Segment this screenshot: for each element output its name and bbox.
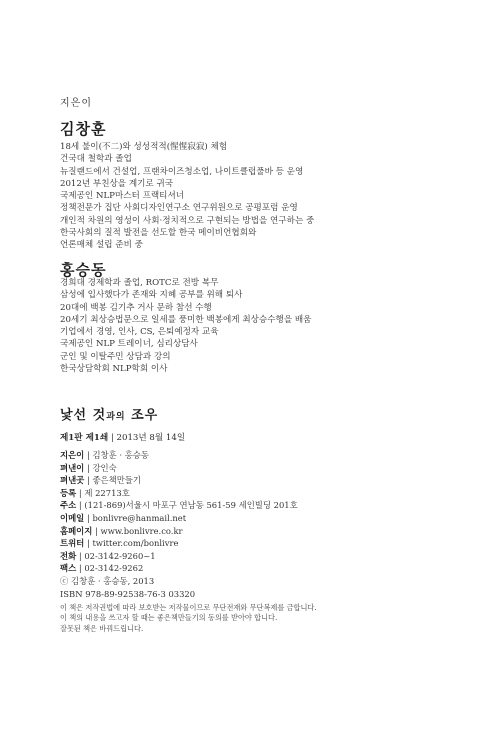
bio-line: 언론매체 설립 준비 중 <box>60 240 143 251</box>
credit-key: 팩스 <box>60 563 77 574</box>
credit-key: 홈페이지 <box>60 525 93 536</box>
book-title <box>60 404 158 423</box>
edition-label: 제1판 제1쇄 <box>60 433 109 443</box>
bio-line: 정책전문가 집단 사회디자인연구소 연구위원으로 공평포럼 운영 <box>60 203 298 214</box>
credit-value: 좋은책만들기 <box>92 475 141 486</box>
credit-row: 지은이 | 김창훈 · 홍승동 <box>60 450 149 460</box>
book-title-end: 조우 <box>125 408 159 423</box>
credit-row: 펴낸곳 | 좋은책만들기 <box>60 475 141 486</box>
credit-key: 지은이 <box>60 450 85 460</box>
author-name-1: 김창훈 <box>60 120 107 138</box>
credit-value: 02-3142-9262 <box>84 563 144 574</box>
credit-row: 등록 | 제 22713호 <box>60 487 130 498</box>
bio-line: 20대에 백봉 김기추 거사 문하 참선 수행 <box>60 302 212 313</box>
isbn: ISBN 978-89-92538-76-3 03320 <box>60 589 196 599</box>
credit-value: 제 22713호 <box>84 487 130 498</box>
publication-credits <box>60 449 298 588</box>
bio-line: 국제공인 NLP 트레이너, 심리상담사 <box>60 339 198 350</box>
edition-separator: | <box>108 433 117 443</box>
credit-value: 김창훈 · 홍승동 <box>92 450 149 460</box>
credit-row: 홈페이지 | www.bonlivre.co.kr <box>60 525 183 536</box>
credit-row: 주소 | (121-869)서울시 마포구 연남동 561-59 세인빌딩 201호 <box>60 500 298 511</box>
edition-line <box>60 431 185 443</box>
bio-line: 뉴질랜드에서 건설업, 프랜차이즈청소업, 나이트클럽풀바 등 운영 <box>60 166 304 177</box>
credit-row: 트위터 | twitter.com/bonlivre <box>60 538 179 549</box>
credit-key: 트위터 <box>60 538 85 549</box>
credit-value: www.bonlivre.co.kr <box>100 525 183 536</box>
edition-date: 2013년 8월 14일 <box>116 433 186 443</box>
author-name-2: 홍승동 <box>60 261 107 279</box>
bio-line: 2012년 부친상을 계기로 귀국 <box>60 178 174 189</box>
bio-line: 건국대 철학과 졸업 <box>60 154 132 165</box>
bio-line: 군인 및 이탈주민 상담과 강의 <box>60 351 171 362</box>
bio-line: 국제공인 NLP마스터 프랙티셔너 <box>60 191 185 202</box>
author-bio-2 <box>60 277 311 375</box>
notice-line: 이 책은 저작권법에 따라 보호받는 저작물이므로 무단전재와 무단복제를 금합니다. <box>60 603 317 612</box>
credit-row: 전화 | 02-3142-9260~1 <box>60 550 156 561</box>
bio-line: 개인적 차원의 영성이 사회·정치적으로 구현되는 방법을 연구하는 중 <box>60 215 315 226</box>
bio-line: 18세 불이(不二)와 성성적적(惺惺寂寂) 체험 <box>60 142 228 152</box>
credit-value: bonlivre@hanmail.net <box>92 512 187 523</box>
bio-line: 기업에서 경영, 인사, CS, 은퇴예정자 교육 <box>60 327 219 338</box>
copyright-line: ⓒ 김창훈 · 홍승동, 2013 <box>60 575 155 586</box>
credit-key: 등록 <box>60 487 77 498</box>
book-title-main: 낯선 것 <box>60 408 107 423</box>
credit-row: 팩스 | 02-3142-9262 <box>60 563 144 574</box>
credit-value: (121-869)서울시 마포구 연남동 561-59 세인빌딩 201호 <box>84 500 298 511</box>
bio-line: 경희대 경제학과 졸업, ROTC로 전방 복무 <box>60 278 219 288</box>
copyright-notice <box>60 603 317 634</box>
credit-key: 주소 <box>60 500 77 511</box>
credit-key: 펴낸이 <box>60 462 85 473</box>
bio-line: 한국사회의 질적 발전을 선도할 한국 메이비언협회와 <box>60 228 257 239</box>
credit-key: 전화 <box>60 550 77 561</box>
bio-line: 20세기 최상승법문으로 일세를 풍미한 백봉에게 최상승수행을 배움 <box>60 314 312 325</box>
credit-value: 강인숙 <box>92 462 117 473</box>
author-section-label: 지은이 <box>60 98 92 109</box>
book-title-particle: 과의 <box>106 412 126 422</box>
credit-value: twitter.com/bonlivre <box>92 538 179 549</box>
author-bio-1 <box>60 141 314 252</box>
credit-row: 펴낸이 | 강인숙 <box>60 462 117 473</box>
notice-line: 잘못된 책은 바꿔드립니다. <box>60 623 144 633</box>
bio-line: 삼성에 입사했다가 존재와 지혜 공부를 위해 퇴사 <box>60 290 243 301</box>
credit-key: 펴낸곳 <box>60 475 85 486</box>
notice-line: 이 책의 내용을 쓰고자 할 때는 좋은책만들기의 동의를 받아야 합니다. <box>60 613 278 623</box>
bio-line: 한국상담학회 NLP학회 이사 <box>60 364 168 375</box>
credit-row: 이메일 | bonlivre@hanmail.net <box>60 512 187 523</box>
credit-key: 이메일 <box>60 512 85 523</box>
credit-value: 02-3142-9260~1 <box>84 550 156 561</box>
